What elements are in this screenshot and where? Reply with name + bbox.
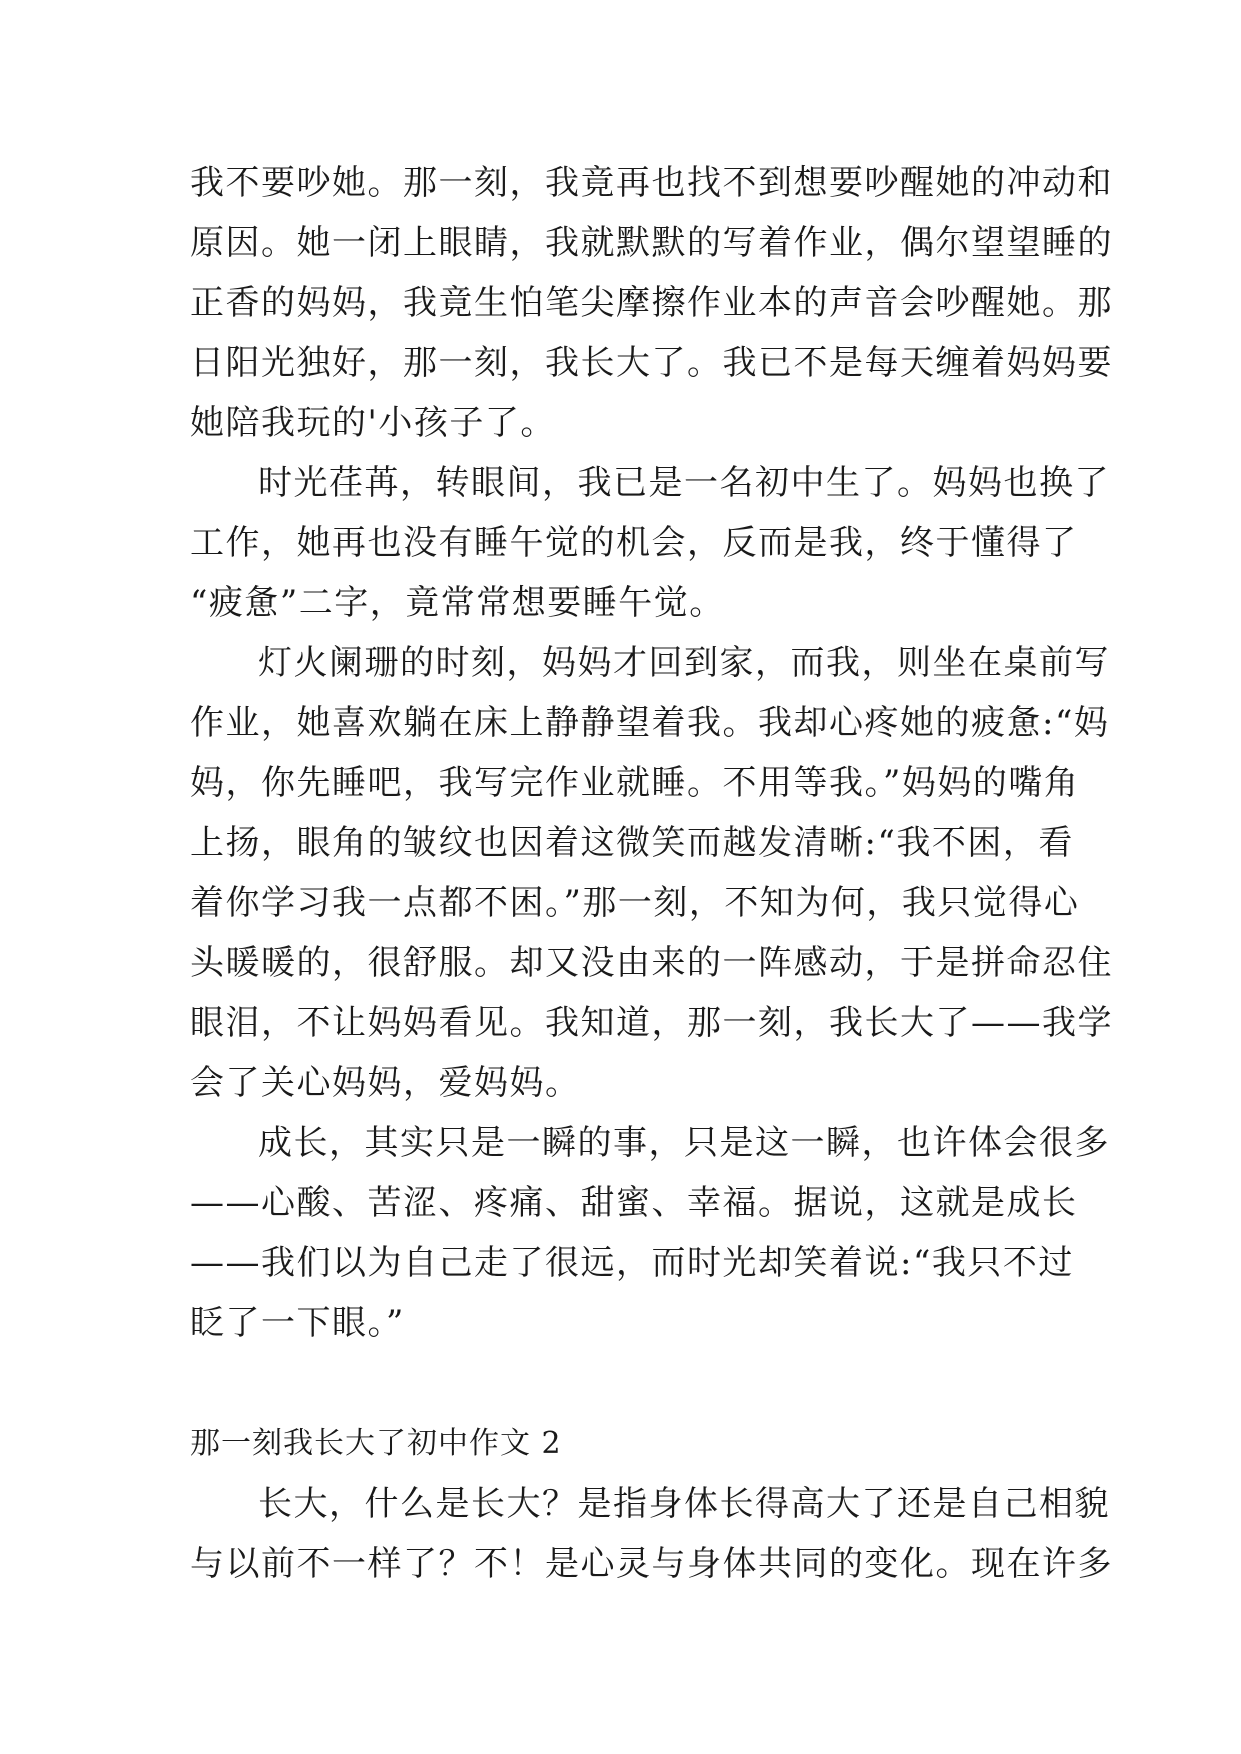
paragraph bbox=[190, 1474, 1113, 1594]
text-line: ——心酸、苦涩、疼痛、甜蜜、幸福。据说，这就是成长 bbox=[190, 1183, 1078, 1223]
document-body bbox=[190, 153, 1113, 1594]
text-line: 长大，什么是长大？是指身体长得高大了还是自己相貌 bbox=[258, 1484, 1110, 1524]
paragraph bbox=[190, 453, 1110, 633]
text-line: 妈，你先睡吧，我写完作业就睡。不用等我。”妈妈的嘴角 bbox=[190, 763, 1080, 803]
text-line: 着你学习我一点都不困。”那一刻，不知为何，我只觉得心 bbox=[190, 883, 1080, 923]
text-line: 灯火阑珊的时刻，妈妈才回到家，而我，则坐在桌前写 bbox=[258, 643, 1110, 683]
text-line: 眼泪，不让妈妈看见。我知道，那一刻，我长大了——我学 bbox=[190, 1003, 1113, 1043]
section-title: 那一刻我长大了初中作文 2 bbox=[190, 1426, 562, 1461]
text-line: 工作，她再也没有睡午觉的机会，反而是我，终于懂得了 bbox=[190, 523, 1078, 563]
text-line: 眨了一下眼。” bbox=[190, 1303, 405, 1343]
text-line: 成长，其实只是一瞬的事，只是这一瞬，也许体会很多 bbox=[258, 1123, 1110, 1163]
text-line: “疲惫”二字，竟常常想要睡午觉。 bbox=[190, 583, 725, 623]
text-line: 正香的妈妈，我竟生怕笔尖摩擦作业本的声音会吵醒她。那 bbox=[190, 283, 1113, 323]
text-line: 头暖暖的，很舒服。却又没由来的一阵感动，于是拼命忍住 bbox=[190, 943, 1113, 983]
section-spacer bbox=[190, 1353, 1052, 1414]
text-line: 日阳光独好，那一刻，我长大了。我已不是每天缠着妈妈要 bbox=[190, 343, 1113, 383]
text-line: ——我们以为自己走了很远，而时光却笑着说:“我只不过 bbox=[190, 1243, 1074, 1283]
text-line: 她陪我玩的'小孩子了。 bbox=[190, 403, 556, 443]
text-line: 作业，她喜欢躺在床上静静望着我。我却心疼她的疲惫:“妈 bbox=[190, 703, 1110, 743]
text-line: 与以前不一样了？不！是心灵与身体共同的变化。现在许多 bbox=[190, 1544, 1113, 1584]
text-line: 上扬，眼角的皱纹也因着这微笑而越发清晰:“我不困，看 bbox=[190, 823, 1074, 863]
text-line: 我不要吵她。那一刻，我竟再也找不到想要吵醒她的冲动和 bbox=[190, 163, 1113, 203]
paragraph bbox=[190, 1113, 1110, 1353]
text-line: 会了关心妈妈，爱妈妈。 bbox=[190, 1063, 581, 1103]
text-line: 原因。她一闭上眼睛，我就默默的写着作业，偶尔望望睡的 bbox=[190, 223, 1113, 263]
paragraph bbox=[190, 153, 1113, 453]
text-line: 时光荏苒，转眼间，我已是一名初中生了。妈妈也换了 bbox=[258, 463, 1110, 503]
paragraph bbox=[190, 633, 1113, 1113]
